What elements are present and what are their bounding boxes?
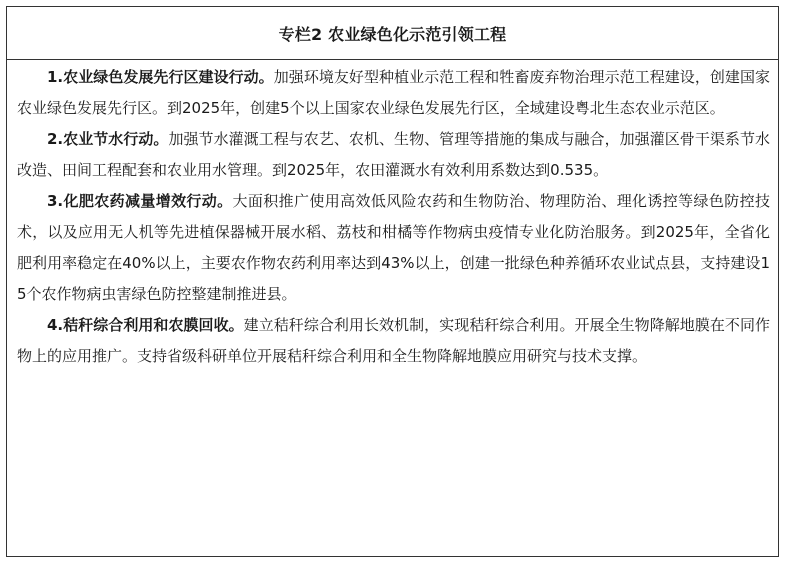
- item-2-heading: 2.农业节水行动。: [47, 130, 169, 148]
- feature-box: [6, 6, 779, 557]
- item-3-paragraph: [17, 186, 770, 310]
- box-title: 专栏2 农业绿色化示范引领工程: [7, 7, 778, 60]
- item-4-heading: 4.秸秆综合利用和农膜回收。: [47, 316, 244, 334]
- item-1-paragraph: [17, 62, 770, 124]
- item-2-paragraph: [17, 124, 770, 186]
- item-3-text: 大面积推广使用高效低风险农药和生物防治、物理防治、理化诱控等绿色防控技术，以及应用无人机等先进植保器械开展水稻、荔枝和柑橘等作物病虫疫情专业化防治服务。到2025年，全省化肥利用率稳定在40%以上，主要农作物农药利用率达到43%以上，创建一批绿色种养循环农业试点县，支持建设15个农作物病虫害绿色防控整建制推进县。: [17, 192, 770, 303]
- item-4-paragraph: [17, 310, 770, 372]
- item-2-text: 加强节水灌溉工程与农艺、农机、生物、管理等措施的集成与融合，加强灌区骨干渠系节水改造、田间工程配套和农业用水管理。到2025年，农田灌溉水有效利用系数达到0.535。: [17, 130, 770, 179]
- item-3-heading: 3.化肥农药减量增效行动。: [47, 192, 233, 210]
- item-1-heading: 1.农业绿色发展先行区建设行动。: [47, 68, 274, 86]
- box-body: [7, 60, 778, 372]
- item-1-text: 加强环境友好型种植业示范工程和牲畜废弃物治理示范工程建设，创建国家农业绿色发展先行区。到2025年，创建5个以上国家农业绿色发展先行区，全域建设粤北生态农业示范区。: [17, 68, 770, 117]
- item-4-text: 建立秸秆综合利用长效机制，实现秸秆综合利用。开展全生物降解地膜在不同作物上的应用推广。支持省级科研单位开展秸秆综合利用和全生物降解地膜应用研究与技术支撑。: [17, 316, 770, 365]
